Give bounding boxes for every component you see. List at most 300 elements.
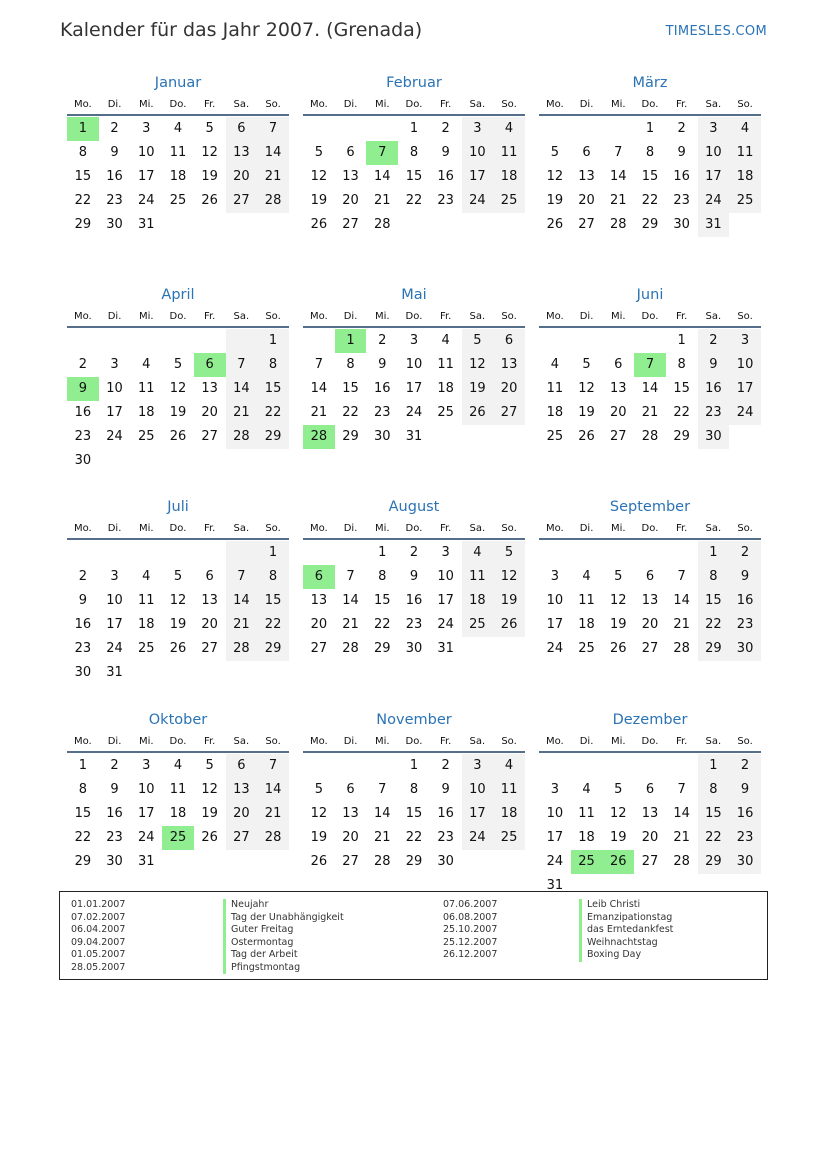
weekday-label: Mi. [610, 523, 626, 534]
day-cell: 13 [641, 593, 659, 608]
day-cell: 18 [137, 617, 155, 632]
day-cell: 3 [142, 758, 151, 773]
day-cell: 25 [493, 189, 525, 213]
day-cell: 17 [729, 377, 761, 401]
day-cell: 24 [546, 641, 564, 656]
day-cell: 17 [462, 802, 494, 826]
weekday-header [67, 306, 289, 328]
weekday-label: Di. [107, 523, 122, 534]
day-cell: 24 [137, 193, 155, 208]
day-cell: 1 [335, 329, 367, 353]
weekday-label: Mo. [309, 736, 328, 747]
empty-day-cell [257, 661, 289, 685]
empty-day-cell [666, 541, 698, 565]
month-name: Juli [167, 499, 189, 515]
weekday-label: Fr. [203, 311, 216, 322]
month-name: September [609, 499, 691, 515]
day-cell: 12 [310, 169, 328, 184]
weekday-label: Mo. [545, 311, 564, 322]
day-cell: 20 [641, 617, 659, 632]
day-cell: 30 [106, 217, 123, 232]
day-cell: 25 [546, 429, 564, 444]
empty-day-cell [303, 117, 335, 141]
day-cell: 18 [462, 589, 494, 613]
day-cell: 6 [582, 145, 591, 160]
weekday-label: Di. [343, 311, 358, 322]
weekday-label: Mo. [309, 311, 328, 322]
day-cell: 22 [74, 830, 92, 845]
day-cell: 2 [409, 545, 419, 560]
empty-day-cell [162, 213, 194, 237]
day-cell: 10 [137, 145, 155, 160]
empty-day-cell [257, 449, 289, 473]
days-grid [303, 116, 525, 237]
day-cell: 8 [409, 782, 419, 797]
weekday-label: Sa. [469, 736, 486, 747]
day-cell: 20 [226, 165, 258, 189]
empty-day-cell [194, 661, 226, 685]
day-cell: 3 [409, 333, 419, 348]
day-cell: 19 [609, 830, 627, 845]
day-cell: 14 [226, 589, 258, 613]
weekday-label: Di. [579, 99, 594, 110]
day-cell: 26 [578, 429, 595, 444]
day-cell: 23 [405, 617, 423, 632]
weekday-label: Mi. [610, 311, 626, 322]
day-cell: 2 [78, 569, 87, 584]
empty-day-cell [130, 541, 162, 565]
empty-day-cell [194, 449, 226, 473]
day-cell: 31 [137, 217, 155, 232]
day-cell: 20 [342, 830, 359, 845]
day-cell: 25 [578, 641, 595, 656]
day-cell: 9 [441, 782, 450, 797]
day-cell: 14 [257, 778, 289, 802]
weekday-header [539, 306, 761, 328]
day-cell: 1 [698, 754, 730, 778]
day-cell: 28 [673, 854, 690, 869]
empty-day-cell [539, 541, 571, 565]
day-cell: 17 [137, 169, 155, 184]
empty-day-cell [194, 329, 226, 353]
weekday-label: Do. [169, 311, 187, 322]
month-calendar [539, 284, 761, 496]
day-cell: 17 [405, 381, 423, 396]
weekday-label: Di. [107, 736, 122, 747]
day-cell: 8 [698, 778, 730, 802]
day-cell: 16 [373, 381, 391, 396]
empty-day-cell [602, 117, 634, 141]
weekday-label: Sa. [705, 736, 722, 747]
weekday-label: Di. [579, 736, 594, 747]
day-cell: 2 [677, 121, 686, 136]
empty-day-cell [571, 541, 603, 565]
day-cell: 24 [137, 830, 155, 845]
weekday-label: Mi. [374, 99, 390, 110]
empty-day-cell [571, 754, 603, 778]
day-cell: 31 [698, 213, 730, 237]
day-cell: 18 [437, 381, 454, 396]
day-cell: 20 [201, 405, 218, 420]
day-cell: 11 [137, 381, 155, 396]
weekday-label: Mo. [545, 523, 564, 534]
day-cell: 24 [437, 617, 454, 632]
day-cell: 16 [74, 617, 92, 632]
month-name: Juni [636, 287, 664, 303]
day-cell: 7 [378, 782, 387, 797]
day-cell: 6 [194, 353, 226, 377]
weekday-label: Do. [169, 736, 187, 747]
month-name: Januar [154, 75, 202, 91]
day-cell: 27 [609, 429, 627, 444]
day-cell: 19 [310, 193, 328, 208]
month-name: März [632, 75, 668, 91]
day-cell: 7 [314, 357, 323, 372]
empty-day-cell [67, 329, 99, 353]
day-cell: 26 [602, 850, 634, 874]
empty-day-cell [539, 117, 571, 141]
day-cell: 12 [169, 593, 187, 608]
day-cell: 11 [578, 593, 595, 608]
day-cell: 8 [698, 565, 730, 589]
day-cell: 30 [437, 854, 454, 869]
day-cell: 29 [698, 637, 730, 661]
day-cell: 9 [441, 145, 450, 160]
day-cell: 2 [441, 121, 450, 136]
weekday-label: Sa. [705, 311, 722, 322]
holiday-date: 09.04.2007 [71, 936, 126, 948]
weekday-label: Sa. [469, 311, 486, 322]
day-cell: 27 [226, 189, 258, 213]
day-cell: 2 [378, 333, 387, 348]
day-cell: 22 [698, 826, 730, 850]
weekday-label: So. [501, 99, 517, 110]
weekday-label: Fr. [675, 523, 688, 534]
days-grid [539, 540, 761, 661]
empty-day-cell [130, 329, 162, 353]
day-cell: 20 [201, 617, 218, 632]
day-cell: 31 [106, 665, 123, 680]
day-cell: 26 [201, 830, 218, 845]
day-cell: 29 [373, 641, 391, 656]
days-grid [67, 753, 289, 874]
day-cell: 9 [110, 782, 119, 797]
empty-day-cell [398, 213, 430, 237]
weekday-label: Di. [107, 99, 122, 110]
day-cell: 26 [546, 217, 564, 232]
weekday-label: So. [737, 523, 753, 534]
day-cell: 15 [405, 806, 423, 821]
day-cell: 1 [257, 329, 289, 353]
weekday-label: Fr. [675, 311, 688, 322]
day-cell: 1 [409, 758, 419, 773]
day-cell: 5 [614, 782, 623, 797]
day-cell: 20 [641, 830, 659, 845]
empty-day-cell [226, 850, 258, 874]
day-cell: 26 [310, 854, 328, 869]
weekday-header [303, 731, 525, 753]
day-cell: 26 [462, 401, 494, 425]
holiday-name: Tag der Arbeit [223, 949, 344, 962]
weekday-label: Do. [169, 523, 187, 534]
day-cell: 27 [226, 826, 258, 850]
day-cell: 24 [546, 854, 564, 869]
day-cell: 26 [169, 641, 187, 656]
empty-day-cell [194, 850, 226, 874]
weekday-label: Mo. [545, 736, 564, 747]
weekday-label: Do. [405, 736, 423, 747]
weekday-label: Do. [405, 311, 423, 322]
weekday-label: Do. [169, 99, 187, 110]
day-cell: 25 [437, 405, 454, 420]
day-cell: 27 [342, 217, 359, 232]
holiday-name: Pfingstmontag [223, 962, 344, 975]
day-cell: 1 [67, 117, 99, 141]
day-cell: 18 [493, 165, 525, 189]
day-cell: 2 [729, 754, 761, 778]
day-cell: 27 [641, 641, 659, 656]
day-cell: 6 [205, 569, 214, 584]
day-cell: 28 [226, 425, 258, 449]
day-cell: 10 [437, 569, 454, 584]
day-cell: 15 [641, 169, 659, 184]
empty-day-cell [539, 329, 571, 353]
month-row [67, 496, 761, 709]
weekday-label: Di. [579, 311, 594, 322]
day-cell: 28 [226, 637, 258, 661]
day-cell: 12 [201, 145, 218, 160]
day-cell: 8 [378, 569, 387, 584]
empty-day-cell [226, 661, 258, 685]
day-cell: 31 [546, 878, 564, 893]
day-cell: 21 [342, 617, 359, 632]
day-cell: 15 [342, 381, 359, 396]
holiday-date: 07.06.2007 [443, 899, 498, 910]
day-cell: 5 [173, 357, 183, 372]
weekday-label: Fr. [439, 736, 452, 747]
empty-day-cell [634, 541, 666, 565]
empty-day-cell [602, 329, 634, 353]
day-cell: 14 [373, 806, 391, 821]
day-cell: 18 [169, 169, 187, 184]
empty-day-cell [99, 449, 131, 473]
day-cell: 5 [314, 145, 323, 160]
month-row [67, 284, 761, 496]
weekday-header [539, 518, 761, 540]
weekday-label: So. [501, 523, 517, 534]
weekday-label: So. [737, 99, 753, 110]
weekday-label: Mi. [610, 99, 626, 110]
day-cell: 4 [173, 121, 183, 136]
weekday-label: Di. [579, 523, 594, 534]
day-cell: 28 [257, 826, 289, 850]
day-cell: 25 [462, 613, 494, 637]
day-cell: 18 [493, 802, 525, 826]
day-cell: 22 [673, 405, 690, 420]
day-cell: 23 [74, 429, 92, 444]
day-cell: 22 [405, 830, 423, 845]
day-cell: 27 [342, 854, 359, 869]
day-cell: 30 [405, 641, 423, 656]
holiday-date: 26.12.2007 [443, 949, 498, 960]
day-cell: 27 [310, 641, 328, 656]
page-title: Kalender für das Jahr 2007. (Grenada) [60, 19, 423, 41]
holiday-date: 06.04.2007 [71, 924, 126, 935]
day-cell: 3 [550, 569, 559, 584]
day-cell: 6 [614, 357, 623, 372]
day-cell: 2 [729, 541, 761, 565]
empty-day-cell [257, 850, 289, 874]
day-cell: 1 [257, 541, 289, 565]
month-name: Oktober [148, 712, 208, 728]
day-cell: 12 [493, 565, 525, 589]
weekday-label: Sa. [233, 311, 250, 322]
days-grid [67, 116, 289, 237]
empty-day-cell [303, 754, 335, 778]
day-cell: 28 [609, 217, 627, 232]
day-cell: 1 [409, 121, 419, 136]
empty-day-cell [226, 541, 258, 565]
day-cell: 9 [378, 357, 387, 372]
day-cell: 6 [645, 782, 655, 797]
weekday-label: Fr. [203, 99, 216, 110]
day-cell: 26 [493, 613, 525, 637]
weekday-label: So. [265, 736, 281, 747]
empty-day-cell [335, 754, 367, 778]
day-cell: 23 [729, 826, 761, 850]
day-cell: 18 [729, 165, 761, 189]
day-cell: 29 [257, 637, 289, 661]
day-cell: 10 [462, 778, 494, 802]
day-cell: 11 [437, 357, 454, 372]
day-cell: 30 [698, 425, 730, 449]
day-cell: 15 [405, 169, 423, 184]
holiday-date: 25.12.2007 [443, 936, 498, 948]
weekday-label: Sa. [469, 523, 486, 534]
empty-day-cell [462, 850, 494, 874]
day-cell: 30 [729, 637, 761, 661]
weekday-label: Sa. [233, 99, 250, 110]
day-cell: 13 [201, 593, 218, 608]
day-cell: 22 [373, 617, 391, 632]
day-cell: 22 [74, 193, 92, 208]
weekday-label: Mo. [309, 523, 328, 534]
empty-day-cell [571, 329, 603, 353]
day-cell: 10 [698, 141, 730, 165]
empty-day-cell [303, 329, 335, 353]
day-cell: 8 [409, 145, 419, 160]
weekday-label: Fr. [439, 99, 452, 110]
weekday-header [539, 731, 761, 753]
day-cell: 16 [437, 169, 454, 184]
day-cell: 7 [257, 117, 289, 141]
day-cell: 11 [578, 806, 595, 821]
day-cell: 8 [257, 565, 289, 589]
legend-names-right [579, 899, 673, 962]
legend-names-left [223, 899, 344, 974]
day-cell: 11 [169, 782, 187, 797]
weekday-label: Fr. [675, 99, 688, 110]
day-cell: 25 [571, 850, 603, 874]
day-cell: 18 [137, 405, 155, 420]
day-cell: 20 [226, 802, 258, 826]
empty-day-cell [194, 213, 226, 237]
empty-day-cell [226, 213, 258, 237]
brand-logo-text[interactable]: TIMESLES.COM [665, 24, 767, 39]
day-cell: 19 [201, 169, 218, 184]
holiday-date: 07.02.2007 [71, 911, 126, 923]
holiday-date: 28.05.2007 [71, 961, 126, 973]
day-cell: 13 [493, 353, 525, 377]
day-cell: 4 [441, 333, 450, 348]
day-cell: 3 [110, 357, 119, 372]
day-cell: 15 [257, 589, 289, 613]
day-cell: 5 [205, 121, 214, 136]
day-cell: 21 [373, 830, 391, 845]
days-grid [67, 540, 289, 685]
day-cell: 7 [366, 141, 398, 165]
weekday-label: So. [737, 311, 753, 322]
weekday-label: Di. [107, 311, 122, 322]
day-cell: 3 [550, 782, 559, 797]
holiday-name: Neujahr [223, 899, 344, 912]
day-cell: 31 [137, 854, 155, 869]
empty-day-cell [257, 213, 289, 237]
day-cell: 14 [310, 381, 328, 396]
day-cell: 27 [578, 217, 595, 232]
day-cell: 17 [462, 165, 494, 189]
day-cell: 18 [578, 617, 595, 632]
day-cell: 13 [342, 806, 359, 821]
day-cell: 13 [609, 381, 627, 396]
day-cell: 7 [257, 754, 289, 778]
day-cell: 10 [546, 593, 564, 608]
day-cell: 1 [378, 545, 387, 560]
empty-day-cell [602, 541, 634, 565]
day-cell: 30 [673, 217, 690, 232]
day-cell: 12 [462, 353, 494, 377]
holiday-name: Boxing Day [579, 949, 673, 962]
weekday-label: So. [737, 736, 753, 747]
holiday-name: Emanzipationstag [579, 912, 673, 925]
day-cell: 21 [310, 405, 328, 420]
weekday-label: Di. [343, 736, 358, 747]
days-grid [303, 753, 525, 874]
holiday-date: 06.08.2007 [443, 911, 498, 923]
weekday-label: Do. [641, 523, 659, 534]
day-cell: 1 [78, 758, 87, 773]
day-cell: 23 [74, 641, 92, 656]
day-cell: 30 [373, 429, 391, 444]
month-calendar [303, 496, 525, 709]
day-cell: 25 [137, 429, 155, 444]
day-cell: 12 [609, 593, 627, 608]
days-grid [539, 328, 761, 449]
day-cell: 16 [698, 377, 730, 401]
weekday-label: Mi. [138, 99, 154, 110]
day-cell: 23 [673, 193, 690, 208]
day-cell: 17 [137, 806, 155, 821]
day-cell: 24 [405, 405, 423, 420]
holiday-date: 01.01.2007 [71, 899, 126, 910]
weekday-header [539, 94, 761, 116]
day-cell: 29 [342, 429, 359, 444]
weekday-label: Mi. [374, 523, 390, 534]
day-cell: 20 [342, 193, 359, 208]
weekday-label: Do. [405, 523, 423, 534]
day-cell: 19 [578, 405, 595, 420]
weekday-label: Fr. [675, 736, 688, 747]
